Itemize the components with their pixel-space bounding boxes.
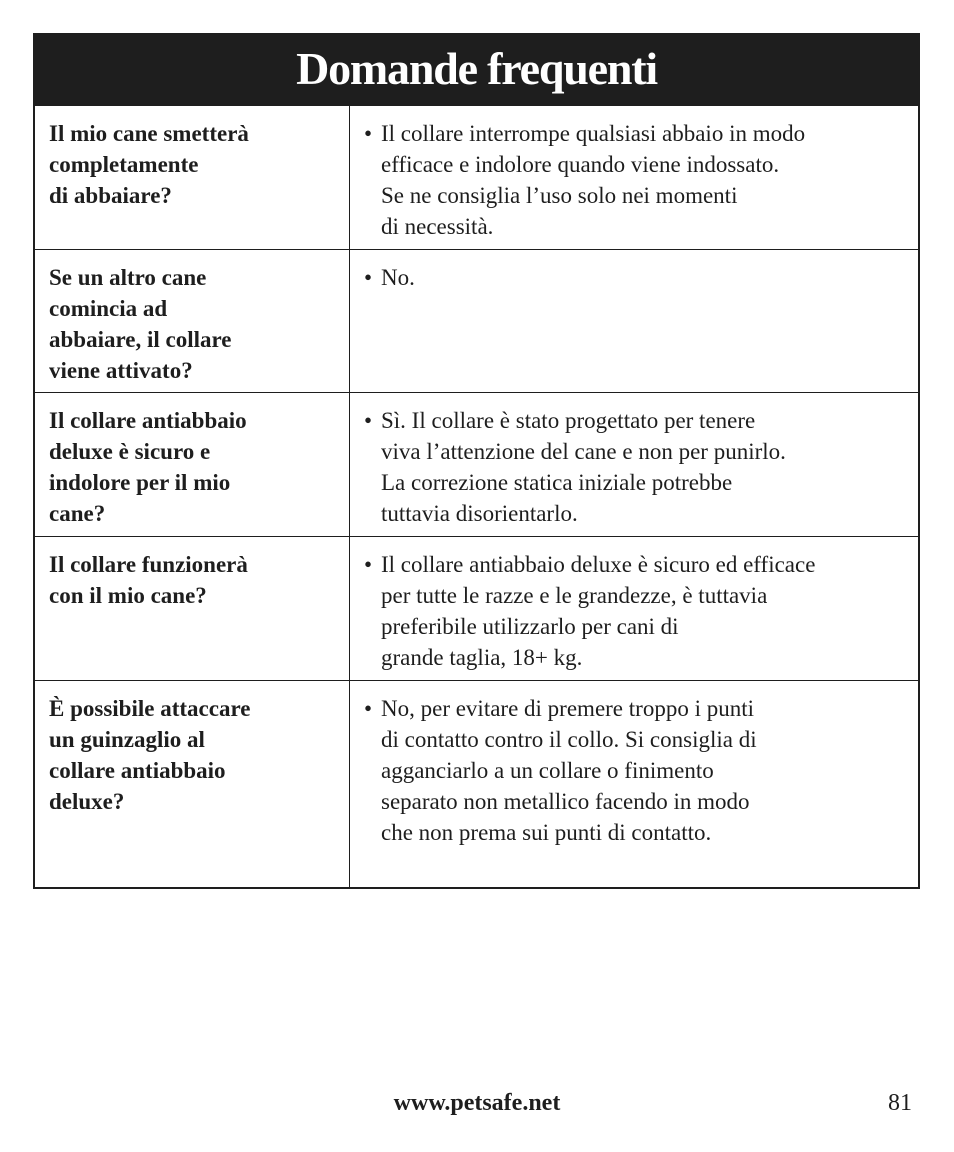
bullet-icon: • — [364, 696, 373, 721]
page-number: 81 — [888, 1090, 912, 1116]
faq-row — [35, 249, 918, 392]
faq-question: Il mio cane smetterà completamente di abbaiare? — [35, 106, 350, 249]
faq-answer — [350, 681, 918, 887]
bullet-icon: • — [364, 408, 373, 433]
bullet-icon: • — [364, 552, 373, 577]
faq-answer-text: No, per evitare di premere troppo i punti di contatto contro il collo. Si consiglia di agganciarlo a un collare o finimento separato non metallico facendo in modo che non prema sui punti di contatto. — [381, 696, 757, 845]
faq-answer-text: Il collare interrompe qualsiasi abbaio in modo efficace e indolore quando viene indossato. Se ne consiglia l’uso solo nei momenti di necessità. — [381, 121, 806, 239]
faq-question: Il collare funzionerà con il mio cane? — [35, 537, 350, 680]
faq-answer-text: Sì. Il collare è stato progettato per tenere viva l’attenzione del cane e non per punirlo. La correzione statica iniziale potrebbe tuttavia disorientarlo. — [381, 408, 786, 526]
faq-row — [35, 536, 918, 680]
faq-answer — [350, 106, 918, 249]
faq-answer — [350, 393, 918, 536]
faq-row — [35, 392, 918, 536]
faq-question: È possibile attaccare un guinzaglio al collare antiabbaio deluxe? — [35, 681, 350, 887]
faq-row — [35, 680, 918, 887]
bullet-icon: • — [364, 121, 373, 146]
faq-question: Il collare antiabbaio deluxe è sicuro e indolore per il mio cane? — [35, 393, 350, 536]
faq-answer-text: No. — [381, 265, 415, 290]
page-title: Domande frequenti — [35, 35, 918, 105]
footer-url: www.petsafe.net — [393, 1090, 561, 1116]
faq-answer — [350, 537, 918, 680]
faq-answer-text: Il collare antiabbaio deluxe è sicuro ed efficace per tutte le razze e le grandezze, è tuttavia preferibile utilizzarlo per cani di grande taglia, 18+ kg. — [381, 552, 816, 670]
faq-answer — [350, 250, 918, 392]
bullet-icon: • — [364, 265, 373, 290]
faq-table — [33, 33, 920, 889]
faq-row — [35, 105, 918, 249]
faq-question: Se un altro cane comincia ad abbaiare, il collare viene attivato? — [35, 250, 350, 392]
